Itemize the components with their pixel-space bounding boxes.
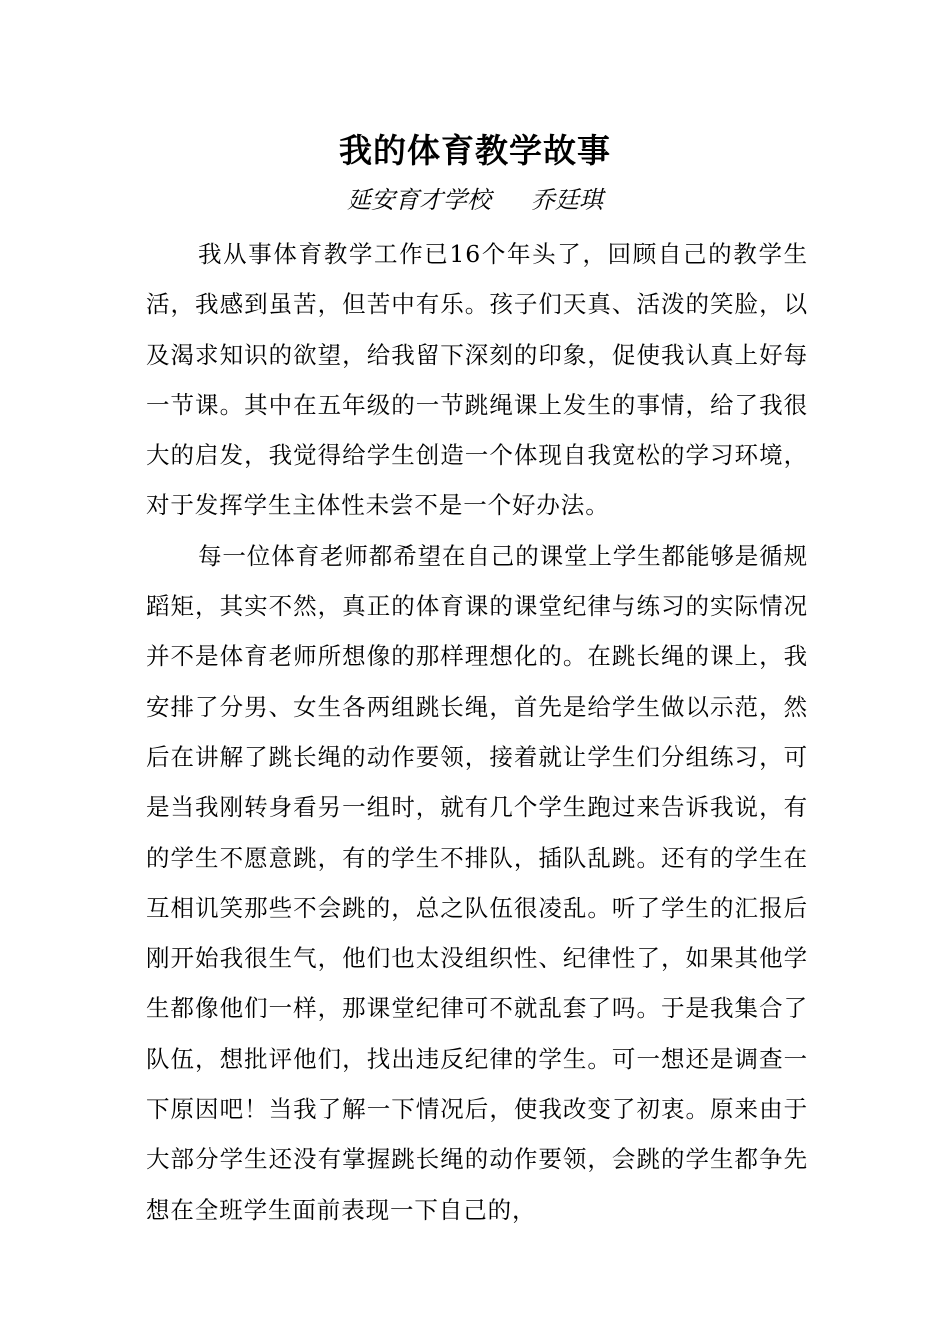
paragraph-1: 我从事体育教学工作已16个年头了，回顾自己的教学生活，我感到虽苦，但苦中有乐。孩子们天真、活泼的笑脸，以及渴求知识的欲望，给我留下深刻的印象，促使我认真上好每一节课。其中在五年级的一节跳绳课上发生的事情，给了我很大的启发，我觉得给学生创造一个体现自我宽松的学习环境，对于发挥学生主体性未尝不是一个好办法。 xyxy=(146,240,808,520)
author-name: 乔廷琪 xyxy=(531,186,603,214)
document-title: 我的体育教学故事 xyxy=(339,131,611,170)
document-body xyxy=(146,229,808,1235)
byline xyxy=(0,180,950,220)
paragraph-2: 每一位体育老师都希望在自己的课堂上学生都能够是循规蹈矩，其实不然，真正的体育课的课堂纪律与练习的实际情况并不是体育老师所想像的那样理想化的。在跳长绳的课上，我安排了分男、女生各两组跳长绳，首先是给学生做以示范，然后在讲解了跳长绳的动作要领，接着就让学生们分组练习，可是当我刚转身看另一组时，就有几个学生跑过来告诉我说，有的学生不愿意跳，有的学生不排队，插队乱跳。还有的学生在互相讥笑那些不会跳的，总之队伍很凌乱。听了学生的汇报后刚开始我很生气，他们也太没组织性、纪律性了，如果其他学生都像他们一样，那课堂纪律可不就乱套了吗。于是我集合了队伍，想批评他们，找出违反纪律的学生。可一想还是调查一下原因吧！当我了解一下情况后，使我改变了初衷。原来由于大部分学生还没有掌握跳长绳的动作要领，会跳的学生都争先想在全班学生面前表现一下自己的， xyxy=(146,541,808,1224)
school-name: 延安育才学校 xyxy=(347,186,491,214)
